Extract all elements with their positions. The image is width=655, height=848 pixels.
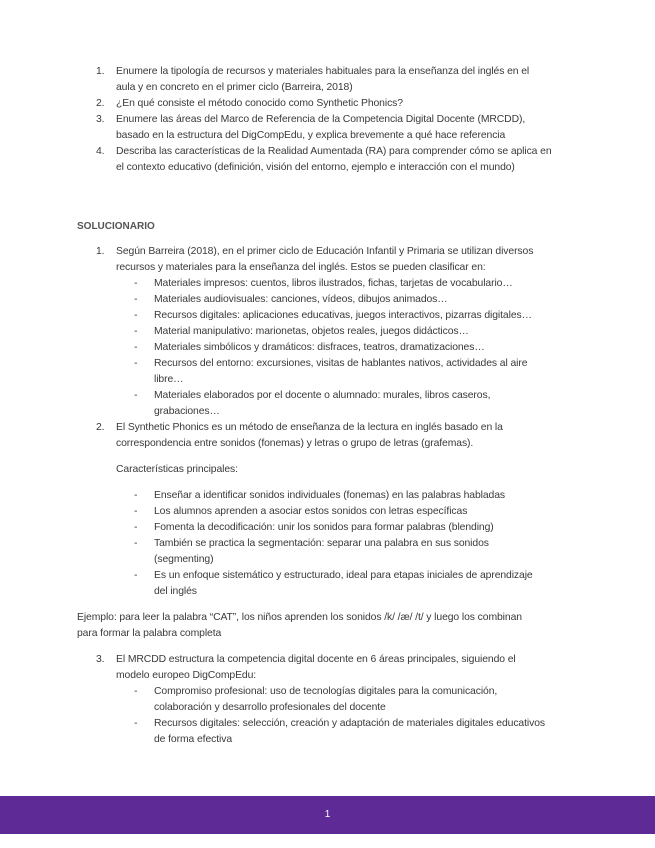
bullet-item xyxy=(77,520,587,536)
bullet-dash: - xyxy=(134,390,138,401)
bullet-dash: - xyxy=(134,278,138,289)
solucionario-heading: SOLUCIONARIO xyxy=(77,221,155,232)
question-item xyxy=(77,144,587,176)
question-item xyxy=(77,64,587,96)
question-item xyxy=(77,112,587,144)
bullet-line: de forma efectiva xyxy=(154,734,233,745)
page-footer xyxy=(0,796,655,834)
bullet-line: Enseñar a identificar sonidos individuales (fonemas) en las palabras habladas xyxy=(154,490,505,501)
bullet-line: Recursos digitales: aplicaciones educativas, juegos interactivos, pizarras digitales… xyxy=(154,310,532,321)
bullet-line: grabaciones… xyxy=(154,406,220,417)
bullet-item xyxy=(77,568,587,600)
answer-line: modelo europeo DigCompEdu: xyxy=(116,670,257,681)
bullet-line: Materiales simbólicos y dramáticos: disfraces, teatros, dramatizaciones… xyxy=(154,342,485,353)
bullet-dash: - xyxy=(134,718,138,729)
answer-line: Según Barreira (2018), en el primer ciclo de Educación Infantil y Primaria se utilizan diversos xyxy=(116,246,534,257)
bullet-item xyxy=(77,324,587,340)
bullet-line: Recursos del entorno: excursiones, visitas de hablantes nativos, actividades al aire xyxy=(154,358,528,369)
question-number: 1. xyxy=(96,66,105,77)
bullet-line: Materiales audiovisuales: canciones, vídeos, dibujos animados… xyxy=(154,294,448,305)
bullet-item xyxy=(77,388,587,420)
bullet-dash: - xyxy=(134,342,138,353)
question-line: Describa las características de la Realidad Aumentada (RA) para comprender cómo se aplica en xyxy=(116,146,552,157)
bullet-dash: - xyxy=(134,522,138,533)
bullet-item xyxy=(77,536,587,568)
bullet-dash: - xyxy=(134,686,138,697)
question-line: Enumere las áreas del Marco de Referencia de la Competencia Digital Docente (MRCDD), xyxy=(116,114,526,125)
question-number: 4. xyxy=(96,146,105,157)
bullet-dash: - xyxy=(134,506,138,517)
bullet-line: Material manipulativo: marionetas, objetos reales, juegos didácticos… xyxy=(154,326,469,337)
bullet-line: Compromiso profesional: uso de tecnologías digitales para la comunicación, xyxy=(154,686,498,697)
bullet-item xyxy=(77,684,587,716)
page-number: 1 xyxy=(324,809,331,820)
document-content xyxy=(77,64,587,748)
bullet-line: Recursos digitales: selección, creación y adaptación de materiales digitales educativos xyxy=(154,718,545,729)
answer-line: recursos y materiales para la enseñanza del inglés. Estos se pueden clasificar en: xyxy=(116,262,486,273)
answer-line: El Synthetic Phonics es un método de enseñanza de la lectura en inglés basado en la xyxy=(116,422,503,433)
bullet-line: del inglés xyxy=(154,586,197,597)
bullet-dash: - xyxy=(134,570,138,581)
bullet-item xyxy=(77,504,587,520)
question-line: aula y en concreto en el primer ciclo (Barreira, 2018) xyxy=(116,82,353,93)
bullet-line: Es un enfoque sistemático y estructurado, ideal para etapas iniciales de aprendizaje xyxy=(154,570,533,581)
bullet-item xyxy=(77,716,587,748)
question-line: el contexto educativo (definición, visión del entorno, ejemplo e interacción con el mundo) xyxy=(116,162,515,173)
bullet-item xyxy=(77,488,587,504)
bullet-item xyxy=(77,292,587,308)
bullet-line: colaboración y desarrollo profesionales del docente xyxy=(154,702,386,713)
question-number: 3. xyxy=(96,114,105,125)
bullet-item xyxy=(77,340,587,356)
characteristics-subheading: Características principales: xyxy=(116,464,238,475)
bullet-line: Fomenta la decodificación: unir los sonidos para formar palabras (blending) xyxy=(154,522,494,533)
characteristics-bullet-list xyxy=(77,488,587,600)
answer-number: 2. xyxy=(96,422,105,433)
answer-item xyxy=(77,244,587,276)
question-number: 2. xyxy=(96,98,105,109)
question-line: Enumere la tipología de recursos y materiales habituales para la enseñanza del inglés en el xyxy=(116,66,530,77)
bullet-line: libre… xyxy=(154,374,184,385)
bullet-dash: - xyxy=(134,326,138,337)
materials-bullet-list xyxy=(77,276,587,420)
bullet-dash: - xyxy=(134,358,138,369)
questions-list xyxy=(77,64,587,176)
answer-number: 1. xyxy=(96,246,105,257)
question-line: basado en la estructura del DigCompEdu, y explica brevemente a qué hace referencia xyxy=(116,130,506,141)
bullet-dash: - xyxy=(134,294,138,305)
bullet-line: (segmenting) xyxy=(154,554,214,565)
example-line: para formar la palabra completa xyxy=(77,628,222,639)
answer-line: El MRCDD estructura la competencia digital docente en 6 áreas principales, siguiendo el xyxy=(116,654,516,665)
question-item xyxy=(77,96,587,112)
bullet-line: Materiales impresos: cuentos, libros ilustrados, fichas, tarjetas de vocabulario… xyxy=(154,278,513,289)
question-line: ¿En qué consiste el método conocido como Synthetic Phonics? xyxy=(116,98,403,109)
answer-number: 3. xyxy=(96,654,105,665)
example-line: Ejemplo: para leer la palabra “CAT”, los niños aprenden los sonidos /k/ /æ/ /t/ y luego los combinan xyxy=(77,612,522,623)
bullet-line: También se practica la segmentación: separar una palabra en sus sonidos xyxy=(154,538,489,549)
bullet-line: Los alumnos aprenden a asociar estos sonidos con letras específicas xyxy=(154,506,468,517)
bullet-dash: - xyxy=(134,490,138,501)
example-paragraph xyxy=(77,610,587,642)
mrcdd-bullet-list xyxy=(77,684,587,748)
answer-item xyxy=(77,420,587,452)
answer-line: correspondencia entre sonidos (fonemas) y letras o grupo de letras (grafemas). xyxy=(116,438,474,449)
answer-item xyxy=(77,652,587,684)
bullet-item xyxy=(77,308,587,324)
bullet-line: Materiales elaborados por el docente o alumnado: murales, libros caseros, xyxy=(154,390,491,401)
bullet-item xyxy=(77,356,587,388)
bullet-item xyxy=(77,276,587,292)
bullet-dash: - xyxy=(134,310,138,321)
bullet-dash: - xyxy=(134,538,138,549)
